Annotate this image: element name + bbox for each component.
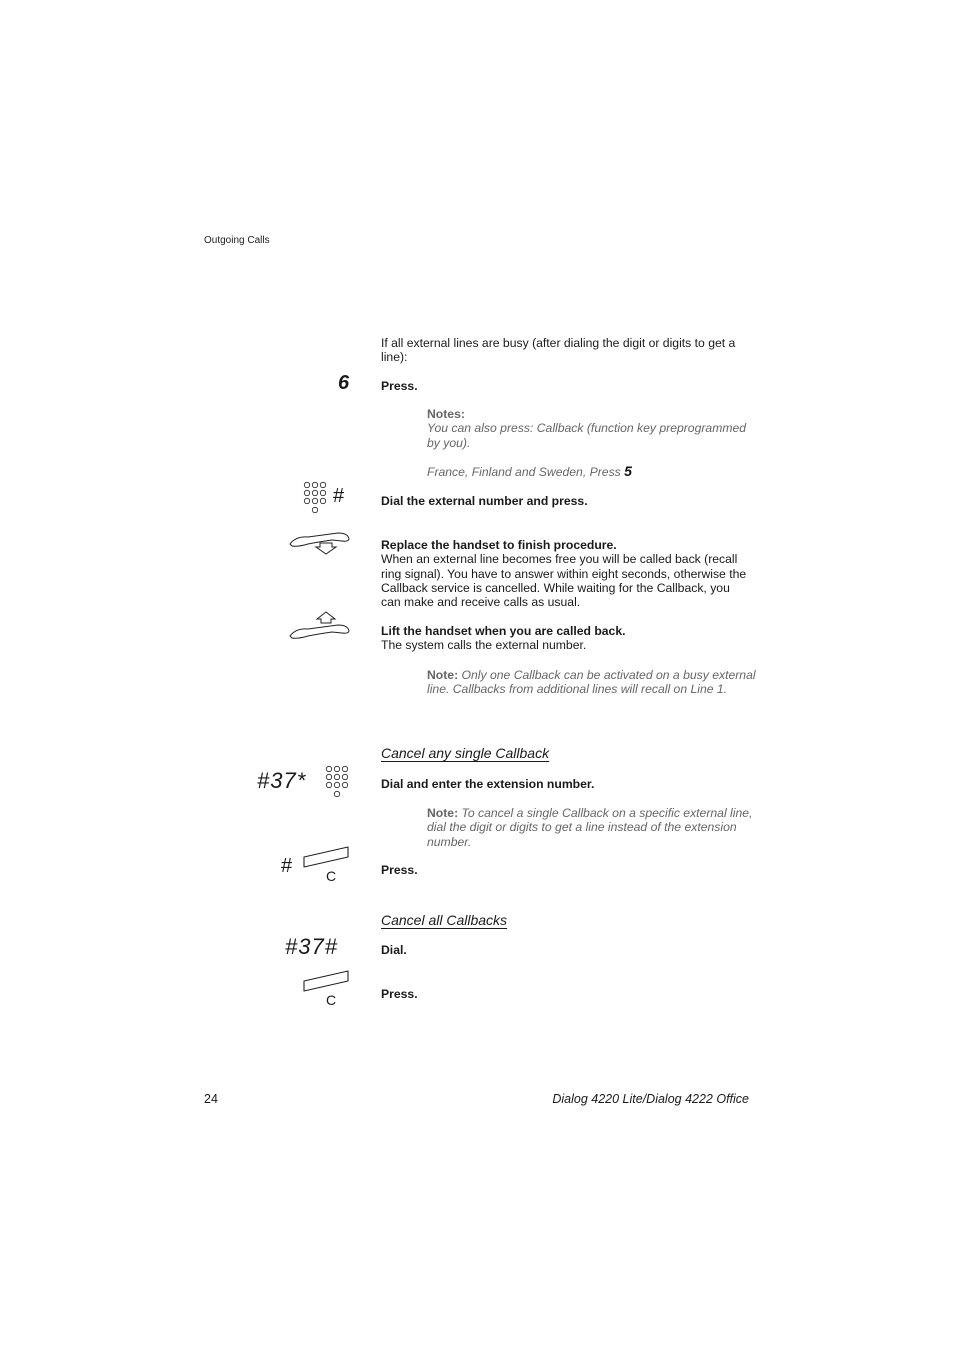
key-6-symbol: 6	[338, 372, 350, 394]
notes-title: Notes:	[427, 407, 465, 421]
dial-code-37-star: #37*	[257, 768, 307, 793]
handset-replace-icon	[288, 530, 352, 556]
notes-line-2: France, Finland and Sweden, Press	[427, 464, 621, 479]
note-cancel-single	[427, 806, 757, 849]
note-cancel-single-text: To cancel a single Callback on a specific external line, dial the digit or digits to get a line instead of the extension number.	[427, 806, 753, 849]
hash-prefix-symbol: #	[281, 855, 293, 877]
clear-key-icon	[302, 845, 352, 869]
note-cancel-single-title: Note:	[427, 806, 459, 820]
notes-block	[427, 407, 757, 479]
note-lines-text: Only one Callback can be activated on a busy external line. Callbacks from additional lines will recall on Line 1.	[427, 668, 756, 697]
note-lines	[427, 668, 757, 697]
running-header: Outgoing Calls	[204, 235, 270, 246]
keypad-icon	[303, 481, 333, 517]
product-name: Dialog 4220 Lite/Dialog 4222 Office	[552, 1092, 749, 1106]
notes-line-1: You can also press: Callback (function key preprogrammed by you).	[427, 421, 747, 450]
intro-text: If all external lines are busy (after dialing the digit or digits to get a line):	[381, 336, 736, 365]
cancel-all-dial-label: Dial.	[381, 943, 407, 957]
heading-cancel-single: Cancel any single Callback	[381, 745, 550, 761]
cancel-single-press-label: Press.	[381, 863, 418, 877]
replace-label: Replace the handset to finish procedure.	[381, 538, 617, 552]
press-6-label: Press.	[381, 379, 418, 393]
clear-key-letter-2: C	[326, 992, 337, 1008]
lift-body: The system calls the external number.	[381, 638, 587, 653]
dial-code-37-hash: #37#	[285, 934, 338, 959]
note-lines-title: Note:	[427, 668, 459, 682]
heading-cancel-all: Cancel all Callbacks	[381, 912, 508, 928]
keypad-icon-2	[325, 765, 351, 801]
page-number: 24	[204, 1092, 218, 1106]
dial-external-label: Dial the external number and press.	[381, 494, 588, 508]
lift-label: Lift the handset when you are called back.	[381, 624, 626, 638]
hash-key-symbol: #	[333, 485, 345, 507]
clear-key-icon-2	[302, 969, 352, 993]
replace-body: When an external line becomes free you will be called back (recall ring signal). You have to answer within eight seconds, otherwise the Callback service is cancelled. While waiting for the Callback, you can make and receive calls as usual.	[381, 552, 747, 610]
handset-lift-icon	[288, 610, 352, 640]
key-5-symbol: 5	[624, 462, 632, 479]
cancel-single-label: Dial and enter the extension number.	[381, 777, 595, 791]
clear-key-letter: C	[326, 868, 337, 884]
replace-block	[381, 538, 751, 609]
lift-block	[381, 624, 751, 653]
cancel-all-press-label: Press.	[381, 987, 418, 1001]
